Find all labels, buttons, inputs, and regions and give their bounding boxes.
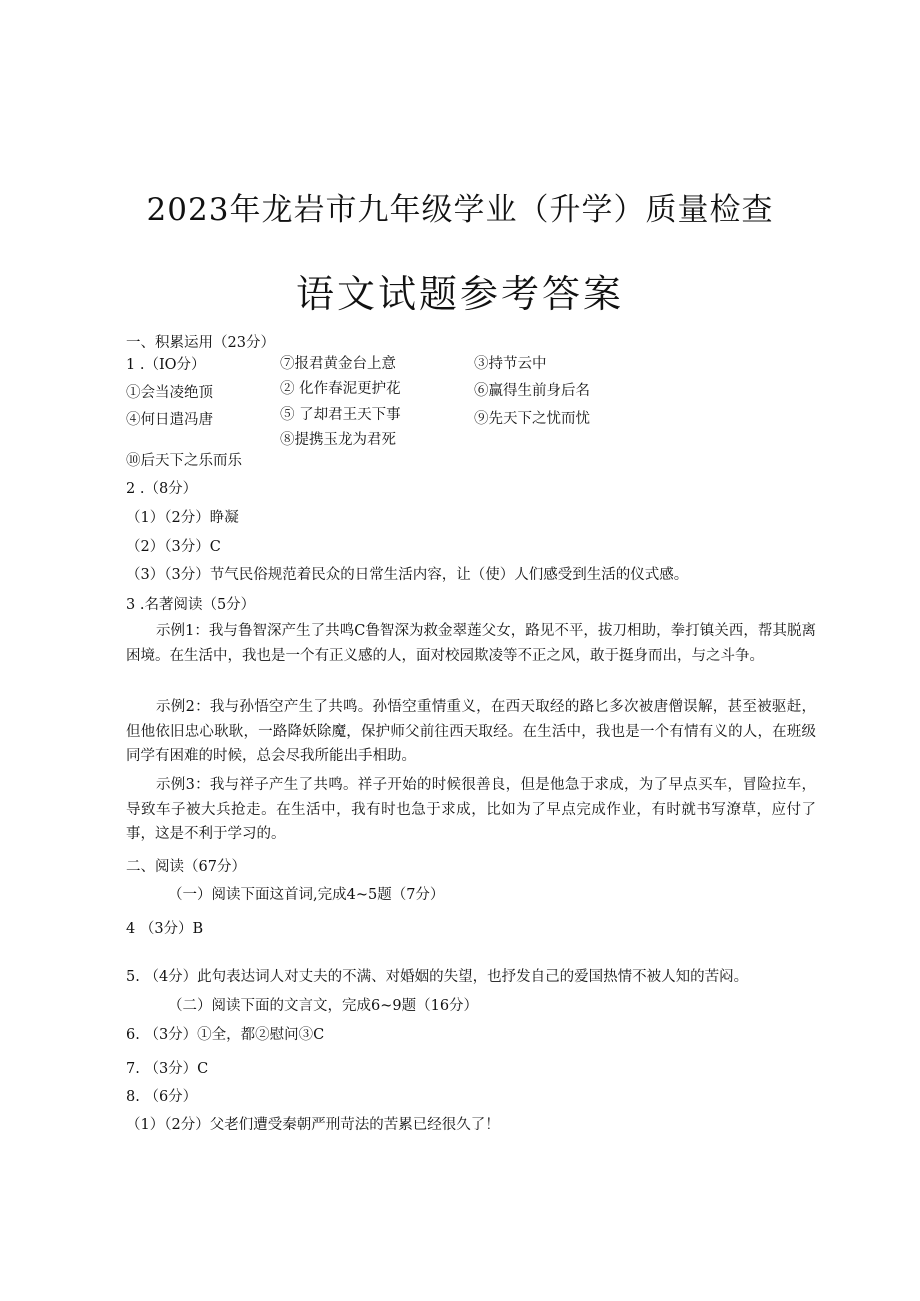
q1-item: ⑤ 了却君王天下事 [280,407,401,423]
q2-answer: （2）（3分）C [126,539,221,555]
q8-answer: （1）（2分）父老们遭受秦朝严刑苛法的苦累已经很久了！ [126,1117,500,1133]
q5-answer: 5. （4分）此句表达词人对丈夫的不满、对婚姻的失望，也抒发自己的爱国热情不被人知的苦闷。 [126,969,749,985]
section2-heading: 二、阅读（67分） [126,859,246,875]
q1-item: ④何日遣冯唐 [126,412,213,428]
q1-label: 1 .（IO分） [126,357,206,373]
q1-item: ⑧提携玉龙为君死 [280,432,396,448]
q1-item: ③持节云中 [474,356,547,372]
q1-item: ⑥赢得生前身后名 [474,383,590,399]
q1-item: ⑩后天下之乐而乐 [126,453,242,469]
q2-answer: （3）（3分）节气民俗规范着民众的日常生活内容，让（使）人们感受到生活的仪式感。 [126,567,689,583]
reading-part1-heading: （一）阅读下面这首词,完成4~5题（7分） [168,887,445,903]
q8-label: 8. （6分） [126,1089,198,1105]
q1-item: ② 化作春泥更护花 [280,381,401,397]
q3-example: 示例3：我与祥子产生了共鸣。祥子开始的时候很善良，但是他急于求成，为了早点买车，冒险拉车，导致车子被大兵抢走。在生活中，我有时也急于求成，比如为了早点完成作业，有时就书写潦草，应付了事，这是不利于学习的。 [126,777,816,842]
q3-example: 示例1：我与鲁智深产生了共鸣C鲁智深为救金翠莲父女，路见不平，拔刀相助，拳打镇关西，帮其脱离困境。在生活中，我也是一个有正义感的人，面对校园欺凌等不正之风，敢于挺身而出，与之斗争。 [126,623,816,664]
q1-item: ⑨先天下之忧而忧 [474,411,590,427]
q7-answer: 7. （3分）C [126,1061,209,1077]
document-title: 2023年龙岩市九年级学业（升学）质量检查 [146,192,774,228]
q3-label: 3 .名著阅读（5分） [126,597,256,613]
q1-item: ⑦报君黄金台上意 [280,356,396,372]
q3-example: 示例2：我与孙悟空产生了共鸣。孙悟空重情重义，在西天取经的路匕多次被唐僧误解，甚至被驱赶，但他依旧忠心耿耿，一路降妖除魔，保护师父前往西天取经。在生活中，我也是一个有情有义的人，在班级同学有困难的时候，总会尽我所能出手相助。 [126,699,816,764]
document-subtitle: 语文试题参考答案 [295,272,624,316]
section1-heading: 一、积累运用（23分） [126,335,275,351]
q4-answer: 4 （3分）B [126,921,204,937]
q2-answer: （1）（2分）睁凝 [126,510,239,526]
q1-item: ①会当凌绝顶 [126,385,213,401]
q6-answer: 6. （3分）①全，都②慰问③C [126,1027,325,1043]
q2-label: 2 .（8分） [126,481,198,497]
reading-part2-heading: （二）阅读下面的文言文，完成6~9题（16分） [168,998,479,1014]
